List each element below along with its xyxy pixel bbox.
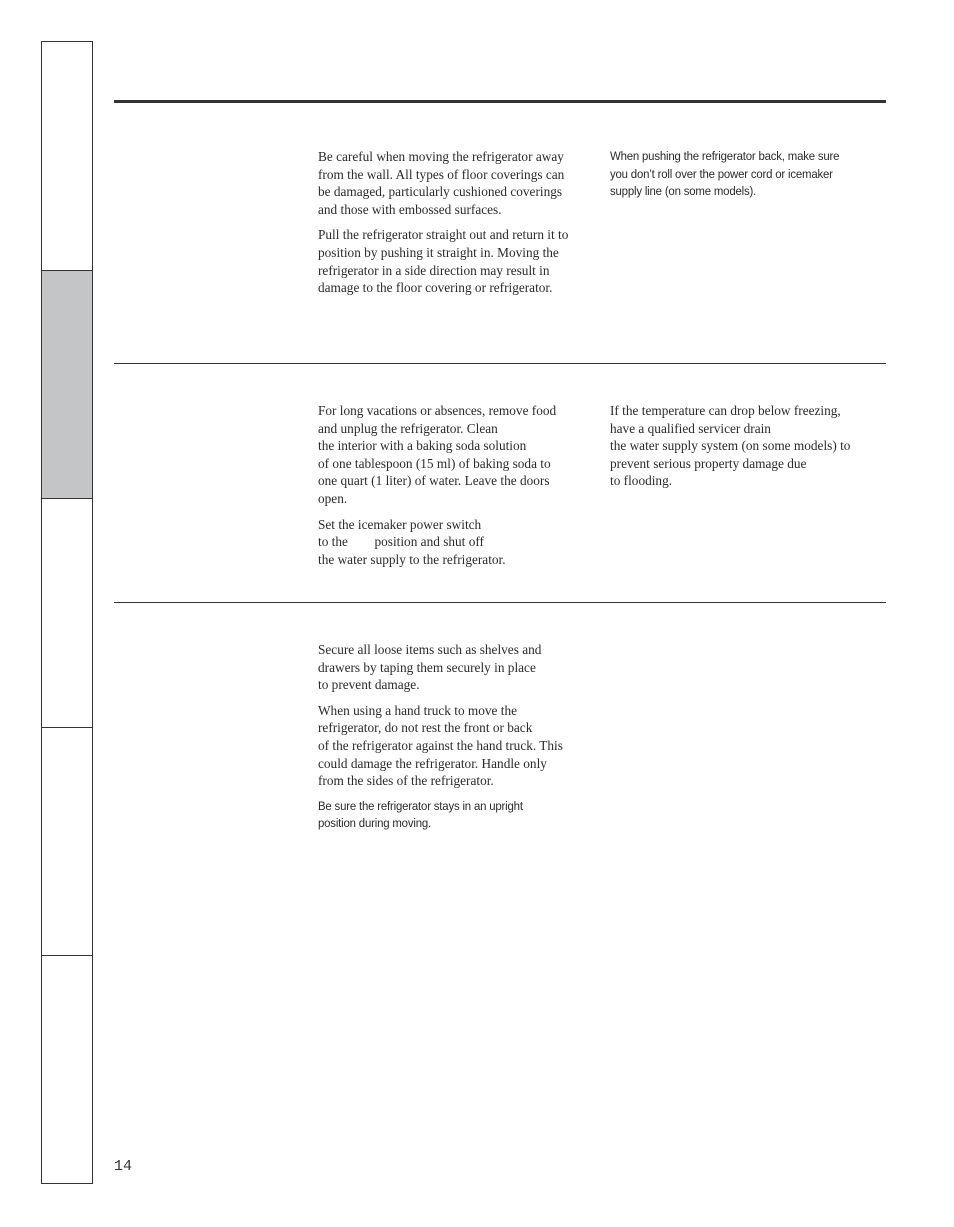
text-line: supply line (on some models). (610, 184, 757, 199)
section-divider-1 (114, 363, 886, 364)
text-line: For long vacations or absences, remove food (318, 403, 557, 418)
text-line: have a qualified servicer drain (610, 420, 771, 436)
section-tab-2-active[interactable] (42, 271, 92, 499)
paragraph (610, 402, 885, 490)
text-line: prevent serious property damage due (610, 455, 807, 471)
text-line: position during moving. (318, 816, 432, 831)
paragraph (610, 148, 883, 201)
text-line: could damage the refrigerator. Handle only (318, 755, 547, 771)
text-line: If the temperature can drop below freezing, (610, 403, 841, 418)
section-tab-4[interactable] (42, 728, 92, 956)
paragraph (318, 516, 593, 569)
section-1-right-column (610, 148, 885, 209)
paragraph (318, 798, 591, 833)
page-number: 14 (114, 1158, 133, 1175)
text-line: Be careful when moving the refrigerator away (318, 149, 564, 164)
text-line: to the position and shut off (318, 534, 484, 550)
text-line: the water supply to the refrigerator. (318, 551, 506, 567)
section-tab-strip (41, 41, 93, 1184)
section-1-left-column (318, 148, 593, 305)
text-line: refrigerator, do not rest the front or back (318, 720, 533, 736)
text-line: from the wall. All types of floor coverings can (318, 166, 565, 182)
text-line: from the sides of the refrigerator. (318, 773, 494, 789)
text-line: the water supply system (on some models) to (610, 438, 851, 454)
header-rule (114, 100, 886, 103)
text-line: drawers by taping them securely in place (318, 659, 536, 675)
text-line: When pushing the refrigerator back, make sure (610, 149, 840, 163)
paragraph (318, 402, 593, 508)
text-line: refrigerator in a side direction may result in (318, 262, 550, 278)
paragraph (318, 641, 593, 694)
text-line: the interior with a baking soda solution (318, 438, 527, 454)
text-line: of one tablespoon (15 ml) of baking soda to (318, 455, 551, 471)
section-tab-5[interactable] (42, 956, 92, 1183)
section-2-right-column (610, 402, 885, 498)
paragraph (318, 148, 593, 218)
text-line: position by pushing it straight in. Moving the (318, 244, 559, 260)
text-line: Be sure the refrigerator stays in an upright (318, 798, 523, 813)
text-line: Secure all loose items such as shelves and (318, 642, 542, 657)
text-line: Set the icemaker power switch (318, 516, 482, 532)
paragraph (318, 702, 593, 790)
text-line: When using a hand truck to move the (318, 702, 518, 718)
section-divider-2 (114, 602, 886, 603)
text-line: of the refrigerator against the hand truck. This (318, 737, 563, 753)
text-line: to prevent damage. (318, 677, 420, 693)
paragraph (318, 226, 593, 296)
text-line: and those with embossed surfaces. (318, 201, 502, 217)
section-3-left-column (318, 641, 593, 841)
section-tab-3[interactable] (42, 499, 92, 728)
text-line: and unplug the refrigerator. Clean (318, 420, 498, 436)
text-line: damage to the floor covering or refrigerator. (318, 280, 553, 296)
section-tab-1[interactable] (42, 42, 92, 271)
text-line: be damaged, particularly cushioned coverings (318, 184, 563, 200)
text-line: open. (318, 490, 348, 506)
text-line: Pull the refrigerator straight out and return it to (318, 227, 569, 243)
section-2-left-column (318, 402, 593, 576)
text-line: to flooding. (610, 473, 673, 489)
text-line: you don’t roll over the power cord or icemaker (610, 166, 833, 181)
text-line: one quart (1 liter) of water. Leave the doors (318, 473, 550, 489)
